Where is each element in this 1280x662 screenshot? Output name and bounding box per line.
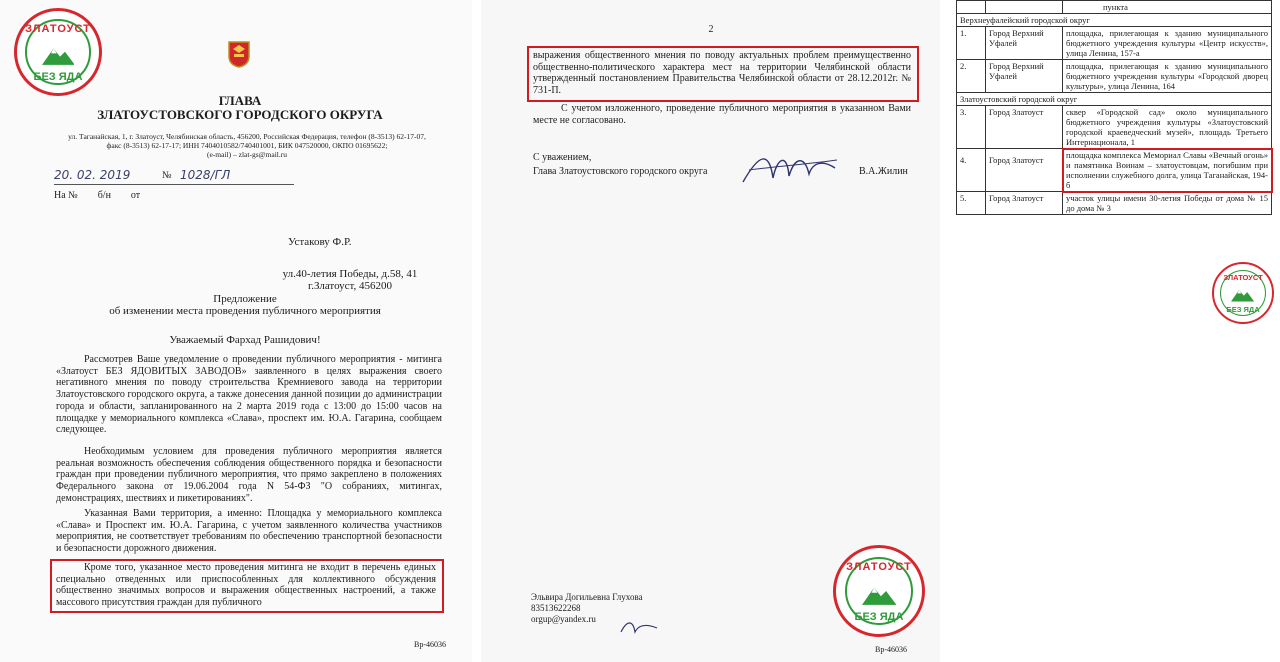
mountain-icon (42, 43, 75, 67)
signer-name: В.А.Жилин (859, 166, 908, 177)
conclusion-paragraph: С учетом изложенного, проведение публичного мероприятия в указанном Вами месте не согласовано. (533, 103, 911, 126)
recipient-block (288, 236, 448, 248)
highlight-box-page2 (527, 46, 919, 102)
letter-page-2 (481, 0, 940, 662)
table-row (957, 60, 1272, 93)
continued-paragraph: выражения общественного мнения по поводу актуальных проблем преимущественно общественно-политического характера мест на территории Челябинской области утвержденный постановлением Правительства Челябинской области от 28.12.2012г. № 731-П. (533, 50, 911, 97)
row-number: 1. (957, 27, 986, 60)
outgoing-date-line (54, 168, 294, 185)
signature-image (739, 148, 839, 188)
document-title: Предложение (213, 293, 277, 305)
row-city: Город Златоуст (986, 192, 1063, 215)
executor-name: Эльвира Догильевна Глухова (531, 592, 643, 602)
zlatoust-logo-badge (14, 8, 102, 96)
mountain-icon (1231, 286, 1254, 303)
recipient-street: ул.40-летия Победы, д.58, 41 (282, 268, 418, 280)
section-title-1: Верхнеуфалейский городской округ (957, 14, 1272, 27)
logo-bottom-text: БЕЗ ЯДА (854, 611, 904, 623)
paragraph-4: Кроме того, указанное место проведения митинга не входит в перечень единых специально отведенных или приспособленных для коллективного обсуждения общественно значимых вопросов и выражения общественных настроений, а также массового присутствия граждан для публичного (56, 562, 436, 609)
reference-line: На № б/н от (54, 190, 141, 201)
logo-bottom-text: БЕЗ ЯДА (1226, 305, 1260, 314)
row-description-highlighted: площадка комплекса Мемориал Славы «Вечный огонь» и памятника Воинам – златоустовцам, погибшим при исполнении служебного долга, улица Таганайская, 194-б (1063, 149, 1272, 192)
number-label: № (162, 170, 172, 181)
top-cell: пункта (1063, 1, 1272, 14)
row-number: 3. (957, 106, 986, 149)
executor-phone: 83513622268 (531, 603, 581, 613)
footer-code-page2: Вр-46036 (875, 645, 907, 654)
title-line-1: ГЛАВА (218, 93, 262, 108)
logo-bottom-text: БЕЗ ЯДА (33, 71, 83, 83)
recipient-city: г.Златоуст, 456200 (307, 280, 393, 292)
section-row (957, 14, 1272, 27)
row-description: сквер «Городской сад» около муниципального бюджетного учреждения культуры «Златоустовский городской краеведческий музей», площадь Третьего Интернационала, 1 (1063, 106, 1272, 149)
address-line-1: ул. Таганайская, 1, г. Златоуст, Челябинская область, 456200, Российская Федерация, телефон (8-3513) 62-17-07, (68, 132, 426, 141)
row-number: 5. (957, 192, 986, 215)
row-city: Город Верхний Уфалей (986, 27, 1063, 60)
row-city: Город Златоуст (986, 149, 1063, 192)
signer-title: Глава Златоустовского городского округа (533, 166, 708, 177)
handwritten-date: 20. 02. 2019 (54, 168, 131, 182)
logo-top-text: ЗЛАТОУСТ (846, 561, 912, 573)
table-row (957, 192, 1272, 215)
recipient-name: Устакову Ф.Р. (288, 236, 352, 248)
footer-code-page1: Вр-46036 (414, 640, 446, 649)
letterhead-address (48, 132, 446, 159)
row-description: площадка, прилегающая к зданию муниципального бюджетного учреждения культуры «Центр искусств», улица Ленина, 157-а (1063, 27, 1272, 60)
row-number: 2. (957, 60, 986, 93)
regards-text: С уважением, (533, 152, 592, 163)
row-city: Город Златоуст (986, 106, 1063, 149)
salutation: Уважаемый Фархад Рашидович! (169, 334, 321, 346)
document-heading (60, 293, 430, 317)
row-city: Город Верхний Уфалей (986, 60, 1063, 93)
table-row (957, 149, 1272, 192)
handwritten-number: 1028/ГЛ (180, 168, 231, 182)
row-description: участок улицы имени 30-летия Победы от дома № 15 до дома № 3 (1063, 192, 1272, 215)
recipient-address (250, 268, 450, 292)
logo-top-text: ЗЛАТОУСТ (1223, 273, 1263, 282)
title-line-2: ЗЛАТОУСТОВСКОГО ГОРОДСКОГО ОКРУГА (97, 107, 383, 122)
highlight-box-page1 (50, 559, 444, 613)
zlatoust-logo-badge (833, 545, 925, 637)
executor-email: orgup@yandex.ru (531, 614, 596, 624)
address-line-3: (e-mail) – zlat-gs@mail.ru (206, 150, 287, 159)
row-number: 4. (957, 149, 986, 192)
city-emblem-icon (227, 40, 251, 68)
row-description: площадка, прилегающая к зданию муниципального бюджетного учреждения культуры «Городской дворец культуры», улица Ленина, 164 (1063, 60, 1272, 93)
paragraph-1: Рассмотрев Ваше уведомление о проведении публичного мероприятия - митинга «Златоуст БЕЗ ЯДОВИТЫХ ЗАВОДОВ» заявленного в целях выражения своего негативного мнения по поводу строительства Кремниевого завода на территории Златоустовского городского округа, а также донесения данной позиции до администрации города и области, запланированного на 2 марта 2019 года с 13:00 до 15:00 часов на площадке у мемориального комплекса «Слава», проспект им. Ю.А. Гагарина, сообщаем следующее. (56, 354, 442, 436)
venues-table (956, 0, 1272, 215)
page-number: 2 (708, 24, 714, 35)
paragraph-3: Указанная Вами территория, а именно: Площадка у мемориального комплекса «Слава» и Проспект им. Ю.А. Гагарина, с учетом заявленного количества участников мероприятия, не соответствует требованиям по обеспечению транспортной безопасности и безопасности дорожного движения. (56, 508, 442, 555)
letter-title (30, 94, 450, 122)
mountain-icon (862, 582, 896, 607)
address-line-2: факс (8-3513) 62-17-17; ИНН 7404010582/740401001, БИК 047520000, ОКПО 01695622; (106, 141, 388, 150)
paragraph-2: Необходимым условием для проведения публичного мероприятия является реальная возможность обеспечения соблюдения общественного порядка и безопасности граждан при проведении публичного мероприятия, что прямо закреплено в положениях Федерального закона от 19.06.2004 года N 54-ФЗ "О собраниях, митингах, демонстрациях, шествиях и пикетированиях". (56, 446, 442, 504)
zlatoust-logo-badge (1212, 262, 1274, 324)
table-row (957, 1, 1272, 14)
section-row (957, 93, 1272, 106)
logo-top-text: ЗЛАТОУСТ (25, 23, 91, 35)
table-row (957, 106, 1272, 149)
section-title-2: Златоустовский городской округ (957, 93, 1272, 106)
list-appendix-page (950, 0, 1280, 270)
document-subtitle: об изменении места проведения публичного мероприятия (109, 305, 381, 317)
executor-initials-signature (619, 618, 659, 638)
letter-page-1 (0, 0, 472, 662)
table-row (957, 27, 1272, 60)
